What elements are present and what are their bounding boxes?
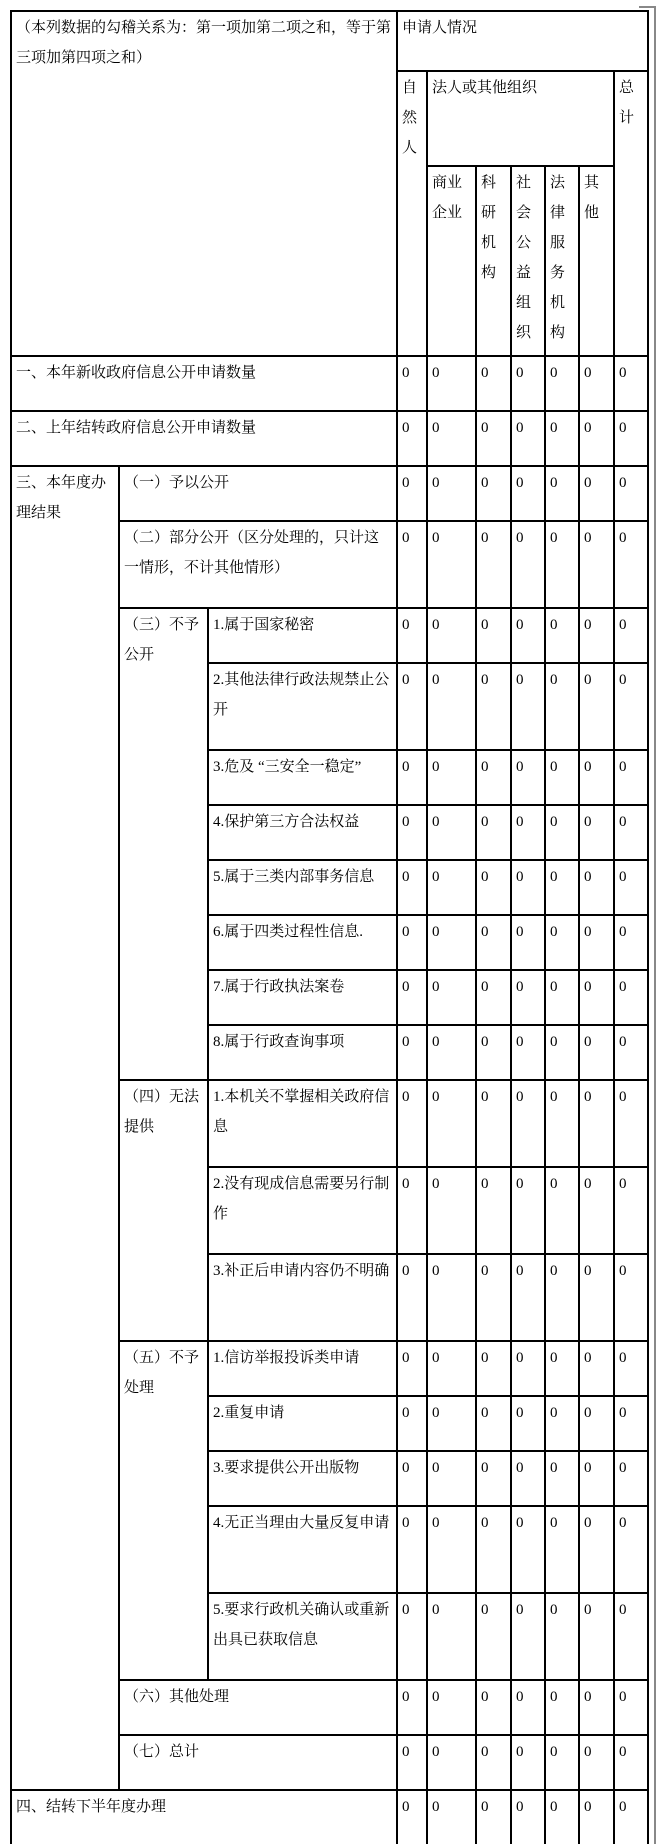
value-cell: 0 (545, 860, 579, 915)
table-row (11, 411, 648, 466)
col-header-natural-person: 自然人 (397, 71, 427, 356)
value-cell: 0 (427, 466, 476, 521)
value-cell: 0 (579, 805, 614, 860)
value-cell: 0 (427, 805, 476, 860)
value-cell: 0 (614, 1451, 648, 1506)
value-cell: 0 (614, 356, 648, 411)
value-cell: 0 (579, 521, 614, 608)
value-cell: 0 (614, 805, 648, 860)
value-cell: 0 (397, 1451, 427, 1506)
row-label: 2.重复申请 (208, 1396, 397, 1451)
value-cell: 0 (511, 1080, 545, 1167)
value-cell: 0 (545, 1680, 579, 1735)
value-cell: 0 (397, 915, 427, 970)
value-cell: 0 (397, 1790, 427, 1844)
value-cell: 0 (427, 1167, 476, 1254)
value-cell: 0 (427, 411, 476, 466)
value-cell: 0 (476, 608, 511, 663)
value-cell: 0 (397, 1167, 427, 1254)
value-cell: 0 (476, 466, 511, 521)
value-cell: 0 (427, 1025, 476, 1080)
value-cell: 0 (511, 466, 545, 521)
group4-label: （四）无法提供 (119, 1080, 208, 1341)
value-cell: 0 (397, 466, 427, 521)
value-cell: 0 (579, 1167, 614, 1254)
value-cell: 0 (511, 1396, 545, 1451)
value-cell: 0 (545, 1167, 579, 1254)
col-header-commercial: 商业企业 (427, 166, 476, 356)
value-cell: 0 (579, 1680, 614, 1735)
value-cell: 0 (476, 970, 511, 1025)
value-cell: 0 (476, 411, 511, 466)
value-cell: 0 (614, 915, 648, 970)
row-label: 6.属于四类过程性信息. (208, 915, 397, 970)
value-cell: 0 (397, 805, 427, 860)
col-header-other: 其他 (579, 166, 614, 356)
value-cell: 0 (397, 970, 427, 1025)
value-cell: 0 (579, 1254, 614, 1341)
value-cell: 0 (427, 1341, 476, 1396)
col-header-research: 科研机构 (476, 166, 511, 356)
row-label: 3.危及 “三安全一稳定” (208, 750, 397, 805)
value-cell: 0 (545, 608, 579, 663)
value-cell: 0 (476, 1735, 511, 1790)
value-cell: 0 (511, 608, 545, 663)
value-cell: 0 (614, 608, 648, 663)
value-cell: 0 (614, 1025, 648, 1080)
value-cell: 0 (397, 521, 427, 608)
row-label: 8.属于行政查询事项 (208, 1025, 397, 1080)
col-header-public-welfare: 社会公益组织 (511, 166, 545, 356)
value-cell: 0 (427, 860, 476, 915)
value-cell: 0 (476, 1790, 511, 1844)
value-cell: 0 (614, 1341, 648, 1396)
value-cell: 0 (579, 466, 614, 521)
value-cell: 0 (614, 1735, 648, 1790)
value-cell: 0 (476, 1025, 511, 1080)
value-cell: 0 (511, 860, 545, 915)
value-cell: 0 (614, 521, 648, 608)
value-cell: 0 (511, 356, 545, 411)
value-cell: 0 (476, 1593, 511, 1680)
row-label: 1.属于国家秘密 (208, 608, 397, 663)
value-cell: 0 (476, 663, 511, 750)
value-cell: 0 (614, 1593, 648, 1680)
value-cell: 0 (427, 1254, 476, 1341)
value-cell: 0 (614, 663, 648, 750)
value-cell: 0 (427, 1790, 476, 1844)
value-cell: 0 (614, 411, 648, 466)
value-cell: 0 (579, 1341, 614, 1396)
value-cell: 0 (579, 1506, 614, 1593)
value-cell: 0 (476, 1080, 511, 1167)
value-cell: 0 (614, 970, 648, 1025)
value-cell: 0 (397, 663, 427, 750)
value-cell: 0 (511, 1735, 545, 1790)
value-cell: 0 (397, 860, 427, 915)
value-cell: 0 (614, 1680, 648, 1735)
value-cell: 0 (545, 970, 579, 1025)
value-cell: 0 (427, 750, 476, 805)
row-label: （七）总计 (119, 1735, 397, 1790)
value-cell: 0 (511, 1167, 545, 1254)
value-cell: 0 (476, 915, 511, 970)
table-row (11, 1790, 648, 1844)
row-label: 2.其他法律行政法规禁止公开 (208, 663, 397, 750)
value-cell: 0 (397, 608, 427, 663)
value-cell: 0 (614, 860, 648, 915)
value-cell: 0 (397, 1735, 427, 1790)
row-label: 4.保护第三方合法权益 (208, 805, 397, 860)
header-applicant: 申请人情况 (397, 11, 648, 71)
row-label: （一）予以公开 (119, 466, 397, 521)
value-cell: 0 (397, 411, 427, 466)
value-cell: 0 (545, 1735, 579, 1790)
value-cell: 0 (511, 805, 545, 860)
value-cell: 0 (579, 1025, 614, 1080)
row-label: 5.属于三类内部事务信息 (208, 860, 397, 915)
row-label: 7.属于行政执法案卷 (208, 970, 397, 1025)
note-cell: （本列数据的勾稽关系为：第一项加第二项之和，等于第三项加第四项之和） (11, 11, 397, 356)
value-cell: 0 (511, 663, 545, 750)
value-cell: 0 (427, 1593, 476, 1680)
row-label: 二、上年结转政府信息公开申请数量 (11, 411, 397, 466)
value-cell: 0 (579, 663, 614, 750)
value-cell: 0 (476, 1254, 511, 1341)
value-cell: 0 (427, 1735, 476, 1790)
value-cell: 0 (476, 1680, 511, 1735)
value-cell: 0 (511, 1680, 545, 1735)
value-cell: 0 (545, 356, 579, 411)
value-cell: 0 (545, 915, 579, 970)
value-cell: 0 (427, 915, 476, 970)
value-cell: 0 (614, 1254, 648, 1341)
value-cell: 0 (545, 805, 579, 860)
value-cell: 0 (545, 1254, 579, 1341)
value-cell: 0 (476, 521, 511, 608)
value-cell: 0 (511, 1451, 545, 1506)
value-cell: 0 (397, 1506, 427, 1593)
value-cell: 0 (579, 356, 614, 411)
value-cell: 0 (511, 1254, 545, 1341)
value-cell: 0 (397, 750, 427, 805)
col-header-legal-org: 法人或其他组织 (427, 71, 614, 166)
value-cell: 0 (579, 1735, 614, 1790)
row-label: 3.补正后申请内容仍不明确 (208, 1254, 397, 1341)
row-label: 1.本机关不掌握相关政府信息 (208, 1080, 397, 1167)
value-cell: 0 (476, 1451, 511, 1506)
value-cell: 0 (511, 411, 545, 466)
row-label: 1.信访举报投诉类申请 (208, 1341, 397, 1396)
value-cell: 0 (397, 1025, 427, 1080)
row-label: 4.无正当理由大量反复申请 (208, 1506, 397, 1593)
value-cell: 0 (511, 521, 545, 608)
value-cell: 0 (545, 1341, 579, 1396)
row-label: 3.要求提供公开出版物 (208, 1451, 397, 1506)
value-cell: 0 (614, 750, 648, 805)
value-cell: 0 (427, 608, 476, 663)
value-cell: 0 (427, 356, 476, 411)
value-cell: 0 (427, 1506, 476, 1593)
value-cell: 0 (579, 608, 614, 663)
value-cell: 0 (545, 1396, 579, 1451)
value-cell: 0 (545, 521, 579, 608)
value-cell: 0 (545, 466, 579, 521)
value-cell: 0 (427, 1451, 476, 1506)
value-cell: 0 (427, 663, 476, 750)
value-cell: 0 (545, 411, 579, 466)
row-label: 一、本年新收政府信息公开申请数量 (11, 356, 397, 411)
value-cell: 0 (614, 1080, 648, 1167)
value-cell: 0 (511, 1790, 545, 1844)
row-label: 2.没有现成信息需要另行制作 (208, 1167, 397, 1254)
value-cell: 0 (511, 1025, 545, 1080)
group3-label: （三）不予公开 (119, 608, 208, 1080)
value-cell: 0 (579, 1593, 614, 1680)
value-cell: 0 (427, 1396, 476, 1451)
group5-label: （五）不予处理 (119, 1341, 208, 1680)
value-cell: 0 (511, 915, 545, 970)
value-cell: 0 (614, 466, 648, 521)
value-cell: 0 (397, 1396, 427, 1451)
value-cell: 0 (614, 1167, 648, 1254)
value-cell: 0 (397, 1341, 427, 1396)
col-header-legal-service: 法律服务机构 (545, 166, 579, 356)
value-cell: 0 (579, 860, 614, 915)
row-label: 5.要求行政机关确认或重新出具已获取信息 (208, 1593, 397, 1680)
value-cell: 0 (545, 1080, 579, 1167)
value-cell: 0 (579, 1790, 614, 1844)
value-cell: 0 (579, 1451, 614, 1506)
table-row (11, 356, 648, 411)
row-label: 四、结转下半年度办理 (11, 1790, 397, 1844)
value-cell: 0 (545, 1025, 579, 1080)
value-cell: 0 (579, 915, 614, 970)
row-label: （六）其他处理 (119, 1680, 397, 1735)
value-cell: 0 (476, 860, 511, 915)
value-cell: 0 (511, 1506, 545, 1593)
value-cell: 0 (579, 1080, 614, 1167)
value-cell: 0 (545, 1593, 579, 1680)
value-cell: 0 (579, 1396, 614, 1451)
value-cell: 0 (545, 1506, 579, 1593)
value-cell: 0 (545, 663, 579, 750)
value-cell: 0 (476, 1341, 511, 1396)
value-cell: 0 (397, 1593, 427, 1680)
value-cell: 0 (476, 1167, 511, 1254)
value-cell: 0 (427, 1080, 476, 1167)
disclosure-table (10, 10, 649, 1844)
value-cell: 0 (545, 750, 579, 805)
value-cell: 0 (511, 1341, 545, 1396)
value-cell: 0 (614, 1396, 648, 1451)
value-cell: 0 (476, 356, 511, 411)
value-cell: 0 (397, 356, 427, 411)
table-row (11, 466, 648, 521)
outer-frame-top-right-edge (639, 6, 656, 8)
value-cell: 0 (511, 750, 545, 805)
value-cell: 0 (427, 521, 476, 608)
value-cell: 0 (476, 1396, 511, 1451)
value-cell: 0 (427, 970, 476, 1025)
section3-label: 三、本年度办理结果 (11, 466, 119, 1790)
value-cell: 0 (579, 970, 614, 1025)
col-header-total: 总计 (614, 71, 648, 356)
value-cell: 0 (476, 805, 511, 860)
value-cell: 0 (614, 1790, 648, 1844)
value-cell: 0 (545, 1451, 579, 1506)
outer-frame-right-edge (654, 6, 656, 1844)
value-cell: 0 (397, 1080, 427, 1167)
value-cell: 0 (614, 1506, 648, 1593)
value-cell: 0 (579, 750, 614, 805)
value-cell: 0 (511, 970, 545, 1025)
value-cell: 0 (579, 411, 614, 466)
value-cell: 0 (476, 750, 511, 805)
row-label: （二）部分公开（区分处理的，只计这一情形，不计其他情形） (119, 521, 397, 608)
value-cell: 0 (397, 1254, 427, 1341)
value-cell: 0 (397, 1680, 427, 1735)
value-cell: 0 (476, 1506, 511, 1593)
value-cell: 0 (545, 1790, 579, 1844)
value-cell: 0 (511, 1593, 545, 1680)
value-cell: 0 (427, 1680, 476, 1735)
